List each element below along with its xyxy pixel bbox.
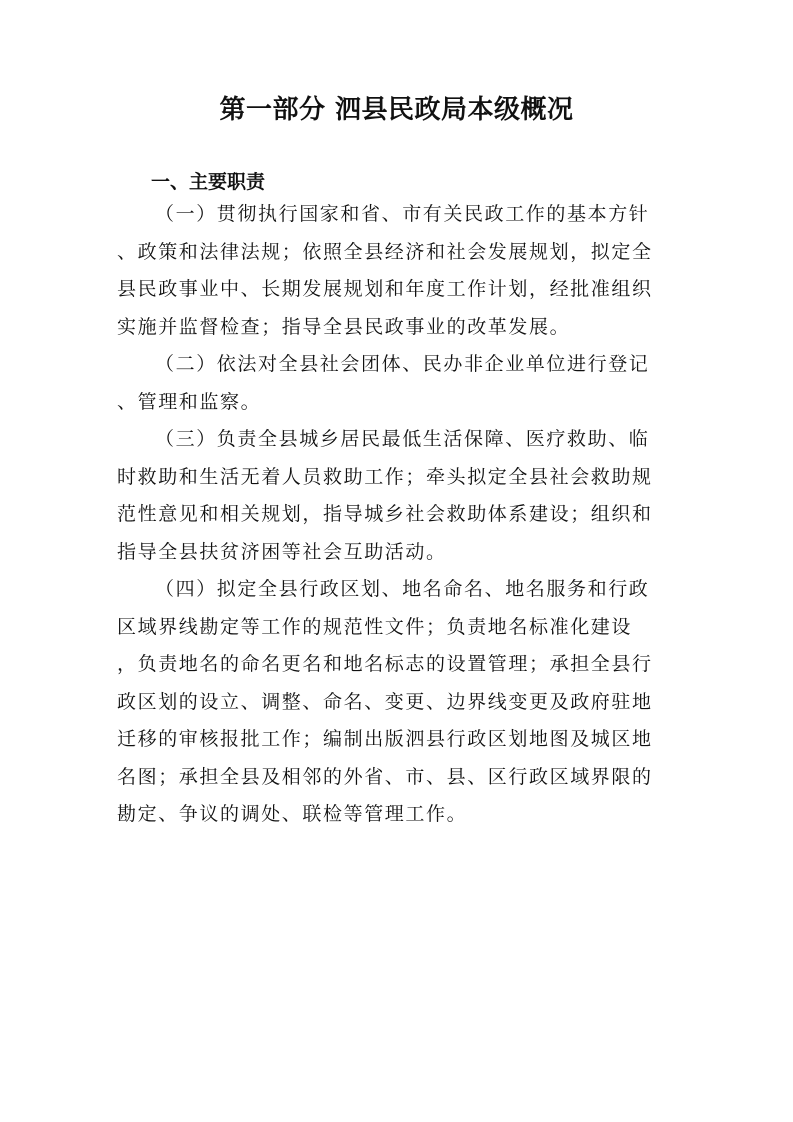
paragraph-line: 实施并监督检查；指导全县民政事业的改革发展。 — [117, 315, 571, 338]
paragraph — [117, 196, 677, 346]
body-text — [117, 196, 677, 834]
paragraph-line: 县民政事业中、长期发展规划和年度工作计划，经批准组织 — [117, 278, 653, 300]
paragraph-line: 政区划的设立、调整、命名、变更、边界线变更及政府驻地 — [117, 690, 653, 713]
paragraph-line: （一）贯彻执行国家和省、市有关民政工作的基本方针 — [155, 203, 650, 225]
paragraph-line: 迁移的审核报批工作；编制出版泗县行政区划地图及城区地 — [117, 728, 653, 750]
paragraph — [117, 346, 677, 421]
paragraph-line: （四）拟定全县行政区划、地名命名、地名服务和行政 — [155, 578, 650, 600]
paragraph-line: 范性意见和相关规划，指导城乡社会救助体系建设；组织和 — [117, 503, 653, 525]
paragraph-line: （二）依法对全县社会团体、民办非企业单位进行登记 — [155, 353, 650, 375]
paragraph — [117, 421, 677, 571]
paragraph-line: 、管理和监察。 — [117, 390, 262, 413]
paragraph-line: 时救助和生活无着人员救助工作；牵头拟定全县社会救助规 — [117, 465, 653, 488]
paragraph-line: 名图；承担全县及相邻的外省、市、县、区行政区域界限的 — [117, 765, 653, 788]
paragraph-line: 区域界线勘定等工作的规范性文件；负责地名标准化建设 — [117, 615, 633, 638]
paragraph-line: ，负责地名的命名更名和地名标志的设置管理；承担全县行 — [117, 653, 653, 675]
page-title: 第一部分 泗县民政局本级概况 — [219, 95, 574, 125]
paragraph-line: 勘定、争议的调处、联检等管理工作。 — [117, 803, 468, 825]
paragraph-line: 指导全县扶贫济困等社会互助活动。 — [117, 540, 447, 563]
paragraph-line: （三）负责全县城乡居民最低生活保障、医疗救助、临 — [155, 428, 650, 450]
section-heading: 一、主要职责 — [151, 171, 266, 193]
paragraph-line: 、政策和法律法规；依照全县经济和社会发展规划，拟定全 — [117, 240, 653, 263]
paragraph — [117, 571, 677, 834]
